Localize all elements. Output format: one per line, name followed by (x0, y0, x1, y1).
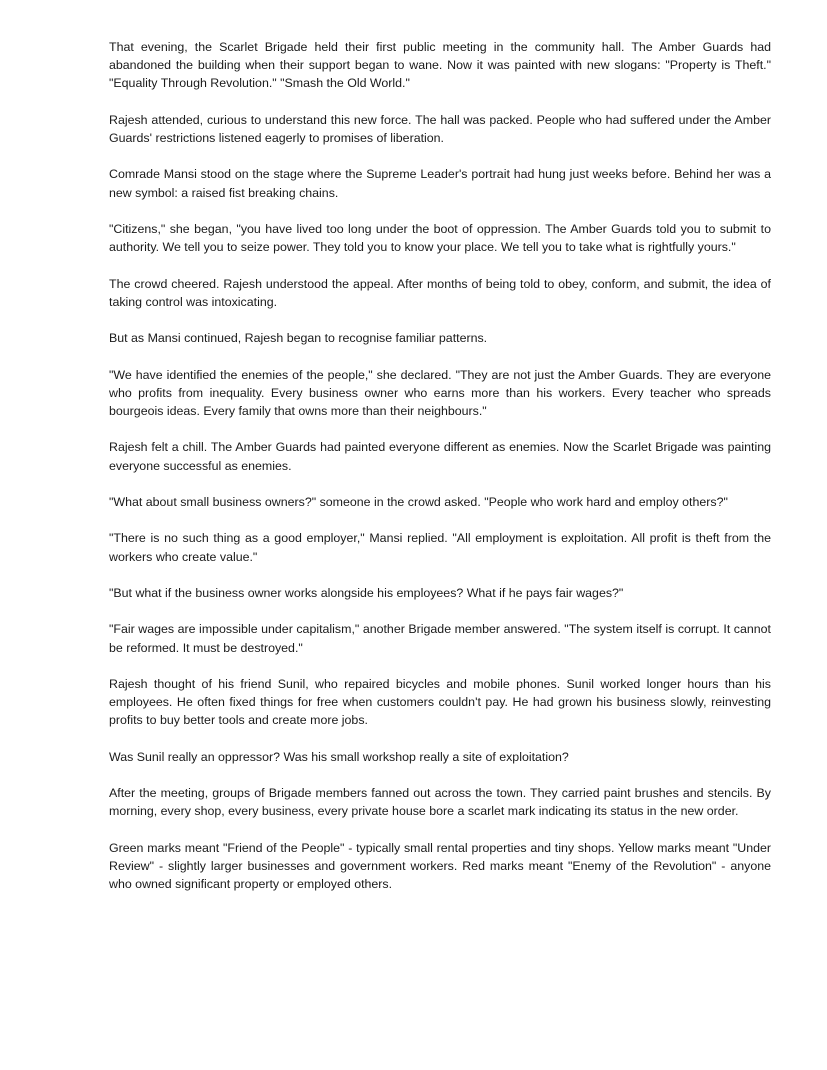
paragraph: Comrade Mansi stood on the stage where the Supreme Leader's portrait had hung just weeks before. Behind her was a new symbol: a raised fist breaking chains. (109, 167, 771, 200)
document-page (109, 38, 771, 912)
paragraph: But as Mansi continued, Rajesh began to recognise familiar patterns. (109, 331, 488, 346)
paragraph: "What about small business owners?" someone in the crowd asked. "People who work hard and employ others?" (109, 494, 728, 509)
paragraph: "We have identified the enemies of the people," she declared. "They are not just the Amber Guards. They are everyone who profits from inequality. Every business owner who earns more than his workers. Every teacher who spreads bourgeois ideas. Every family that owns more than their neighbours." (109, 367, 771, 418)
paragraph: Rajesh attended, curious to understand this new force. The hall was packed. People who had suffered under the Amber Guards' restrictions listened eagerly to promises of liberation. (109, 112, 771, 145)
paragraph: Was Sunil really an oppressor? Was his small workshop really a site of exploitation? (109, 749, 569, 764)
paragraph: That evening, the Scarlet Brigade held their first public meeting in the community hall. The Amber Guards had abandoned the building when their support began to wane. Now it was painted with new slogans: "Property is Theft." "Equality Through Revolution." "Smash the Old World." (109, 40, 771, 91)
paragraph: "Citizens," she began, "you have lived too long under the boot of oppression. The Amber Guards told you to submit to authority. We tell you to seize power. They told you to know your place. We tell you to take what is rightfully yours." (109, 221, 771, 255)
paragraph: Rajesh felt a chill. The Amber Guards had painted everyone different as enemies. Now the Scarlet Brigade was painting everyone successful as enemies. (109, 440, 771, 473)
paragraph: Green marks meant "Friend of the People" - typically small rental properties and tiny shops. Yellow marks meant "Under Review" - slightly larger businesses and government workers. Red marks meant "Enemy of the Revolution" - anyone who owned significant property or employed others. (109, 840, 771, 892)
paragraph: Rajesh thought of his friend Sunil, who repaired bicycles and mobile phones. Sunil worked longer hours than his employees. He often fixed things for free when customers couldn't pay. He had grown his business slowly, reinvesting profits to buy better tools and create more jobs. (109, 676, 771, 728)
paragraph: After the meeting, groups of Brigade members fanned out across the town. They carried paint brushes and stencils. By morning, every shop, every business, every private house bore a scarlet mark indicating its status in the new order. (109, 786, 771, 819)
paragraph: "But what if the business owner works alongside his employees? What if he pays fair wages?" (109, 585, 624, 600)
paragraph: "There is no such thing as a good employer," Mansi replied. "All employment is exploitation. All profit is theft from the workers who create value." (109, 531, 771, 564)
paragraph: The crowd cheered. Rajesh understood the appeal. After months of being told to obey, conform, and submit, the idea of taking control was intoxicating. (109, 276, 771, 309)
paragraph: "Fair wages are impossible under capitalism," another Brigade member answered. "The system itself is corrupt. It cannot be reformed. It must be destroyed." (109, 622, 771, 655)
